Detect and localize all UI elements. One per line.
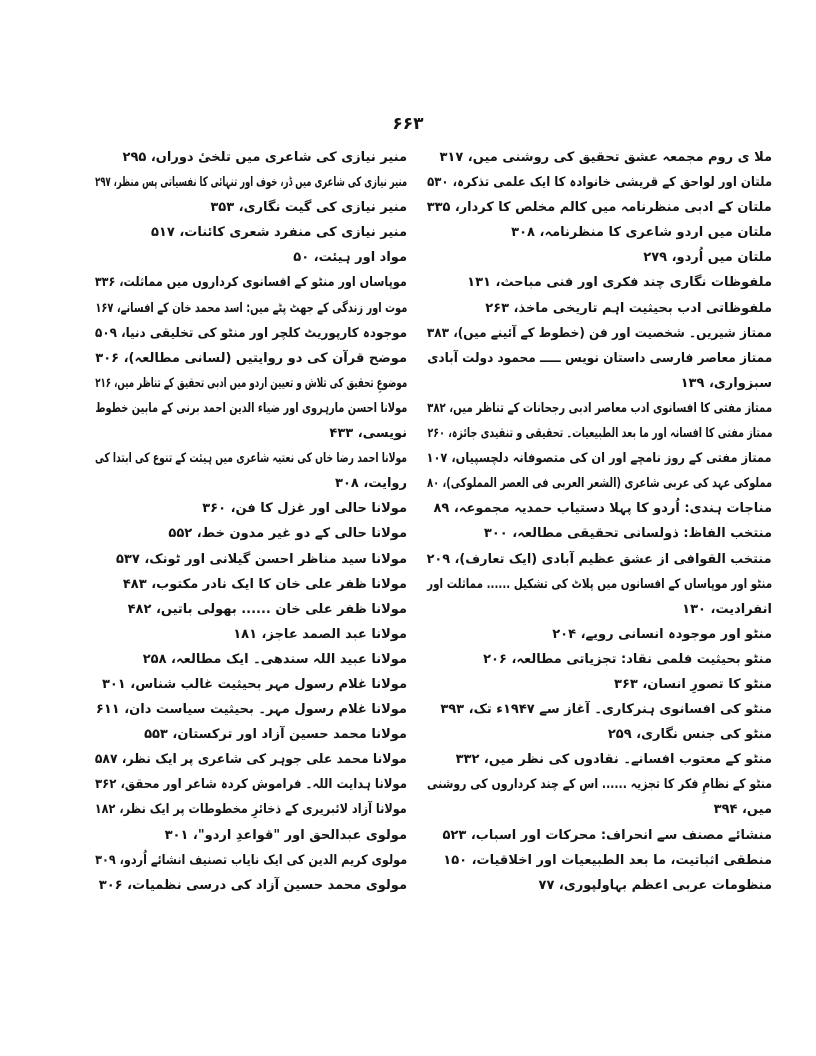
- index-entry: [427, 620, 772, 645]
- index-entry-text: مملوکی عہد کی عربی شاعری (الشعر العربی فی العصر المملوکی)، ۸۰: [426, 476, 772, 492]
- index-entry: [427, 243, 772, 268]
- index-entry: [95, 193, 407, 218]
- index-entry: [95, 394, 407, 419]
- index-entry-text: مواد اور ہیئت، ۵۰: [293, 250, 407, 266]
- index-entry: [427, 645, 772, 670]
- index-entry: [95, 143, 407, 168]
- index-entry-text: ممتاز مفتی کے روز نامچے اور ان کی متصوفانہ دلچسپیاں، ۱۰۷: [426, 451, 772, 467]
- index-entry-text: روایت، ۳۰۸: [335, 476, 407, 492]
- index-entry-text: انفرادیت، ۱۳۰: [682, 601, 772, 617]
- index-entry: [427, 745, 772, 770]
- index-entry-text: مناجات ہندی: اُردو کا پہلا دستیاب حمدیہ مجموعہ، ۸۹: [433, 501, 772, 517]
- index-entry: [427, 344, 772, 369]
- index-entry-text: منشائے مصنف سے انحراف: محرکات اور اسباب، ۵۲۳: [442, 827, 772, 843]
- index-entry-text: موجودہ کارپوریٹ کلچر اور منٹو کی تخلیقی دنیا، ۵۰۹: [94, 325, 407, 341]
- index-entry: [95, 519, 407, 544]
- index-entry: [427, 444, 772, 469]
- index-entry-text: منتخب الفاظ: ذولسانی تحقیقی مطالعہ، ۳۰۰: [483, 526, 772, 542]
- index-entry-text: مولانا آزاد لائبریری کے ذخائرِ مخطوطات پر ایک نظر، ۱۸۲: [94, 802, 407, 818]
- index-entry: [95, 545, 407, 570]
- index-entry: [427, 419, 772, 444]
- index-entry-text: ملا ی روم مجمعہ عشق تحقیق کی روشنی میں، ۳۱۷: [439, 150, 772, 165]
- index-entry: [95, 294, 407, 319]
- index-entry-text: منٹو اور موجودہ انسانی رویے، ۲۰۴: [552, 626, 772, 642]
- index-entry: [427, 268, 772, 293]
- index-entry-text: مولانا غلام رسول مہر بحیثیت غالب شناس، ۳۰۱: [101, 676, 407, 692]
- index-entry: [95, 419, 407, 444]
- index-entry-text: سبزواری، ۱۳۹: [680, 375, 772, 391]
- index-entry: [427, 319, 772, 344]
- index-entry-text: منٹو کا تصورِ انسان، ۳۶۳: [614, 676, 772, 692]
- index-entry: [95, 243, 407, 268]
- index-column-left: [95, 143, 407, 896]
- index-entry: [427, 168, 772, 193]
- index-entry-text: ملتان میں اردو شاعری کا منظرنامہ، ۳۰۸: [511, 225, 772, 241]
- index-entry-text: مولانا ہدایت اللہ۔ فراموش کردہ شاعر اور محقق، ۳۶۲: [94, 777, 407, 793]
- index-entry-text: مولانا حالی کے دو غیر مدون خط، ۵۵۲: [168, 526, 407, 542]
- index-entry: [95, 369, 407, 394]
- index-entry: [95, 795, 407, 820]
- index-entry: [95, 570, 407, 595]
- index-entry-text: ملتان میں اُردو، ۲۷۹: [643, 250, 772, 266]
- index-entry: [95, 218, 407, 243]
- index-entry-text: منطقی اثباتیت، ما بعد الطبیعیات اور اخلاقیات، ۱۵۰: [443, 852, 772, 868]
- index-entry: [427, 294, 772, 319]
- index-entry-text: منٹو بحیثیت فلمی نقاد: تجزیاتی مطالعہ، ۲۰۶: [483, 651, 772, 667]
- index-entry-text: نویسی، ۴۳۳: [329, 426, 407, 442]
- index-entry-text: منیر نیازی کی شاعری میں تلخیٔ دوراں، ۲۹۵: [122, 150, 407, 165]
- index-entry: [427, 193, 772, 218]
- index-entry-text: ممتاز مفتی کا افسانہ اور ما بعد الطبیعیات۔ تحقیقی و تنقیدی جائزہ، ۲۶۰: [427, 426, 772, 442]
- index-entry: [427, 519, 772, 544]
- index-entry-text: منٹو کی افسانوی ہنرکاری۔ آغاز سے ۱۹۴۷ء تک، ۳۹۳: [440, 702, 772, 718]
- index-entry: [427, 570, 772, 595]
- index-entry-text: ملتان اور لواحق کے قریشی خانوادہ کا ایک علمی تذکرہ، ۵۳۰: [427, 175, 772, 191]
- index-entry-text: مولانا ظفر علی خان ...... بھولی باتیں، ۴۸۲: [127, 601, 407, 617]
- index-entry: [427, 545, 772, 570]
- page-number: ۶۶۳: [392, 114, 424, 134]
- index-entry-text: ممتاز مفتی کا افسانوی ادب معاصر ادبی رجحانات کے تناظر میں، ۳۸۲: [426, 400, 772, 416]
- index-entry: [427, 720, 772, 745]
- index-entry-text: منیر نیازی کی شاعری میں ڈر، خوف اور تنہائی کا نفسیاتی پس منظر، ۲۹۷: [94, 175, 407, 191]
- index-entry: [427, 770, 772, 795]
- index-entry: [95, 670, 407, 695]
- index-column-right: [427, 143, 772, 896]
- index-entry-text: مولانا حالی اور غزل کا فن، ۳۶۰: [202, 501, 407, 517]
- index-entry-text: ممتاز معاصر فارسی داستان نویس ـــــ محمود دولت آبادی: [426, 350, 772, 366]
- index-entry-text: مولانا سید مناظر احسن گیلانی اور ٹونک، ۵۳۷: [115, 551, 407, 567]
- index-entry-text: مولانا احمد رضا خاں کی نعتیہ شاعری میں ہیئت کے تنوع کی ابتدا کی: [94, 451, 407, 467]
- index-entry: [95, 444, 407, 469]
- index-entry-text: منٹو اور موپاساں کے افسانوں میں پلاٹ کی تشکیل ...... مماثلت اور: [427, 576, 772, 592]
- index-entry-text: موضوعِ تحقیق کی تلاش و تعیین اردو میں ادبی تحقیق کے تناظر میں، ۲۱۶: [95, 375, 408, 391]
- index-entry: [427, 795, 772, 820]
- index-entry-text: میں، ۳۹۴: [713, 802, 772, 818]
- index-entry: [95, 494, 407, 519]
- index-entry-text: ملفوظاتی ادب بحیثیت اہم تاریخی ماخذ، ۲۶۳: [485, 300, 772, 316]
- index-entry-text: مولوی محمد حسین آزاد کی درسی نظمیات، ۳۰۶: [98, 877, 407, 893]
- index-entry: [95, 268, 407, 293]
- index-entry: [427, 846, 772, 871]
- index-entry: [95, 846, 407, 871]
- index-entry-text: ملتان کے ادبی منظرنامہ میں کالم مخلص کا کردار، ۳۳۵: [427, 200, 772, 216]
- index-entry-text: منٹو کی جنس نگاری، ۲۵۹: [607, 727, 772, 743]
- index-entry: [95, 695, 407, 720]
- index-entry-text: منٹو کے معتوب افسانے۔ نقادوں کی نظر میں، ۳۳۲: [455, 752, 772, 768]
- index-entry: [95, 720, 407, 745]
- index-entry: [95, 319, 407, 344]
- index-entry-text: مولانا عبد الصمد عاجز، ۱۸۱: [233, 626, 407, 642]
- index-entry-text: مولانا ظفر علی خان کا ایک نادر مکتوب، ۴۸۳: [122, 576, 407, 592]
- index-entry: [95, 645, 407, 670]
- index-entry: [427, 821, 772, 846]
- index-entry: [95, 620, 407, 645]
- index-entry: [427, 369, 772, 394]
- index-entry-text: مولانا محمد حسین آزاد اور ترکستان، ۵۵۳: [144, 727, 407, 743]
- index-entry-text: موضح قرآن کی دو روایتیں (لسانی مطالعہ)، ۳۰۶: [95, 350, 407, 366]
- index-entry-text: ممتاز شیریں۔ شخصیت اور فن (خطوط کے آئینے میں)، ۳۸۳: [426, 325, 772, 341]
- index-entry-text: مولانا عبید اللہ سندھی۔ ایک مطالعہ، ۲۵۸: [142, 651, 407, 667]
- index-entry: [427, 494, 772, 519]
- index-entry-text: مولوی عبدالحق اور "قواعدِ اردو"، ۳۰۱: [164, 827, 407, 843]
- index-entry-text: مولانا غلام رسول مہر۔ بحیثیت سیاست دان، ۶۱۱: [95, 702, 407, 718]
- index-entry: [427, 394, 772, 419]
- index-entry-text: موپاساں اور منٹو کے افسانوی کرداروں میں مماثلت، ۳۳۶: [95, 275, 408, 291]
- index-entry-text: منٹو کے نظامِ فکر کا تجزیہ ...... اس کے چند کرداروں کی روشنی: [426, 777, 772, 793]
- index-entry-text: منظومات عربی اعظم بہاولپوری، ۷۷: [538, 877, 772, 893]
- index-entry: [427, 595, 772, 620]
- index-entry-text: ملفوظات نگاری چند فکری اور فنی مباحث، ۱۳۱: [467, 275, 772, 291]
- index-entry-text: منتخب القوافی از عشق عظیم آبادی (ایک تعارف)، ۲۰۹: [427, 551, 772, 567]
- index-entry-text: موت اور زندگی کے جھٹ پٹے میں: اسد محمد خان کے افسانے، ۱۶۷: [94, 300, 407, 316]
- index-entry: [427, 218, 772, 243]
- index-entry: [95, 595, 407, 620]
- index-entry-text: مولانا احسن مارہروی اور ضیاء الدین احمد برنی کے مابین خطوط: [95, 400, 407, 416]
- index-entry-text: مولوی کریم الدین کی ایک نایاب تصنیف انشائے اُردو، ۳۰۹: [94, 852, 407, 868]
- index-entry: [95, 168, 407, 193]
- index-entry-text: منیر نیازی کی منفرد شعری کائنات، ۵۱۷: [150, 225, 407, 241]
- index-entry: [95, 344, 407, 369]
- index-entry-text: مولانا محمد علی جوہر کی شاعری پر ایک نظر، ۵۸۷: [94, 752, 407, 768]
- index-entry: [427, 469, 772, 494]
- index-entry: [95, 821, 407, 846]
- index-entry: [95, 871, 407, 896]
- index-entry: [427, 871, 772, 896]
- index-entry-text: منیر نیازی کی گیت نگاری، ۳۵۳: [210, 200, 407, 216]
- index-entry: [95, 770, 407, 795]
- index-entry: [95, 469, 407, 494]
- index-entry: [427, 143, 772, 168]
- index-entry: [427, 670, 772, 695]
- index-entry: [95, 745, 407, 770]
- index-entry: [427, 695, 772, 720]
